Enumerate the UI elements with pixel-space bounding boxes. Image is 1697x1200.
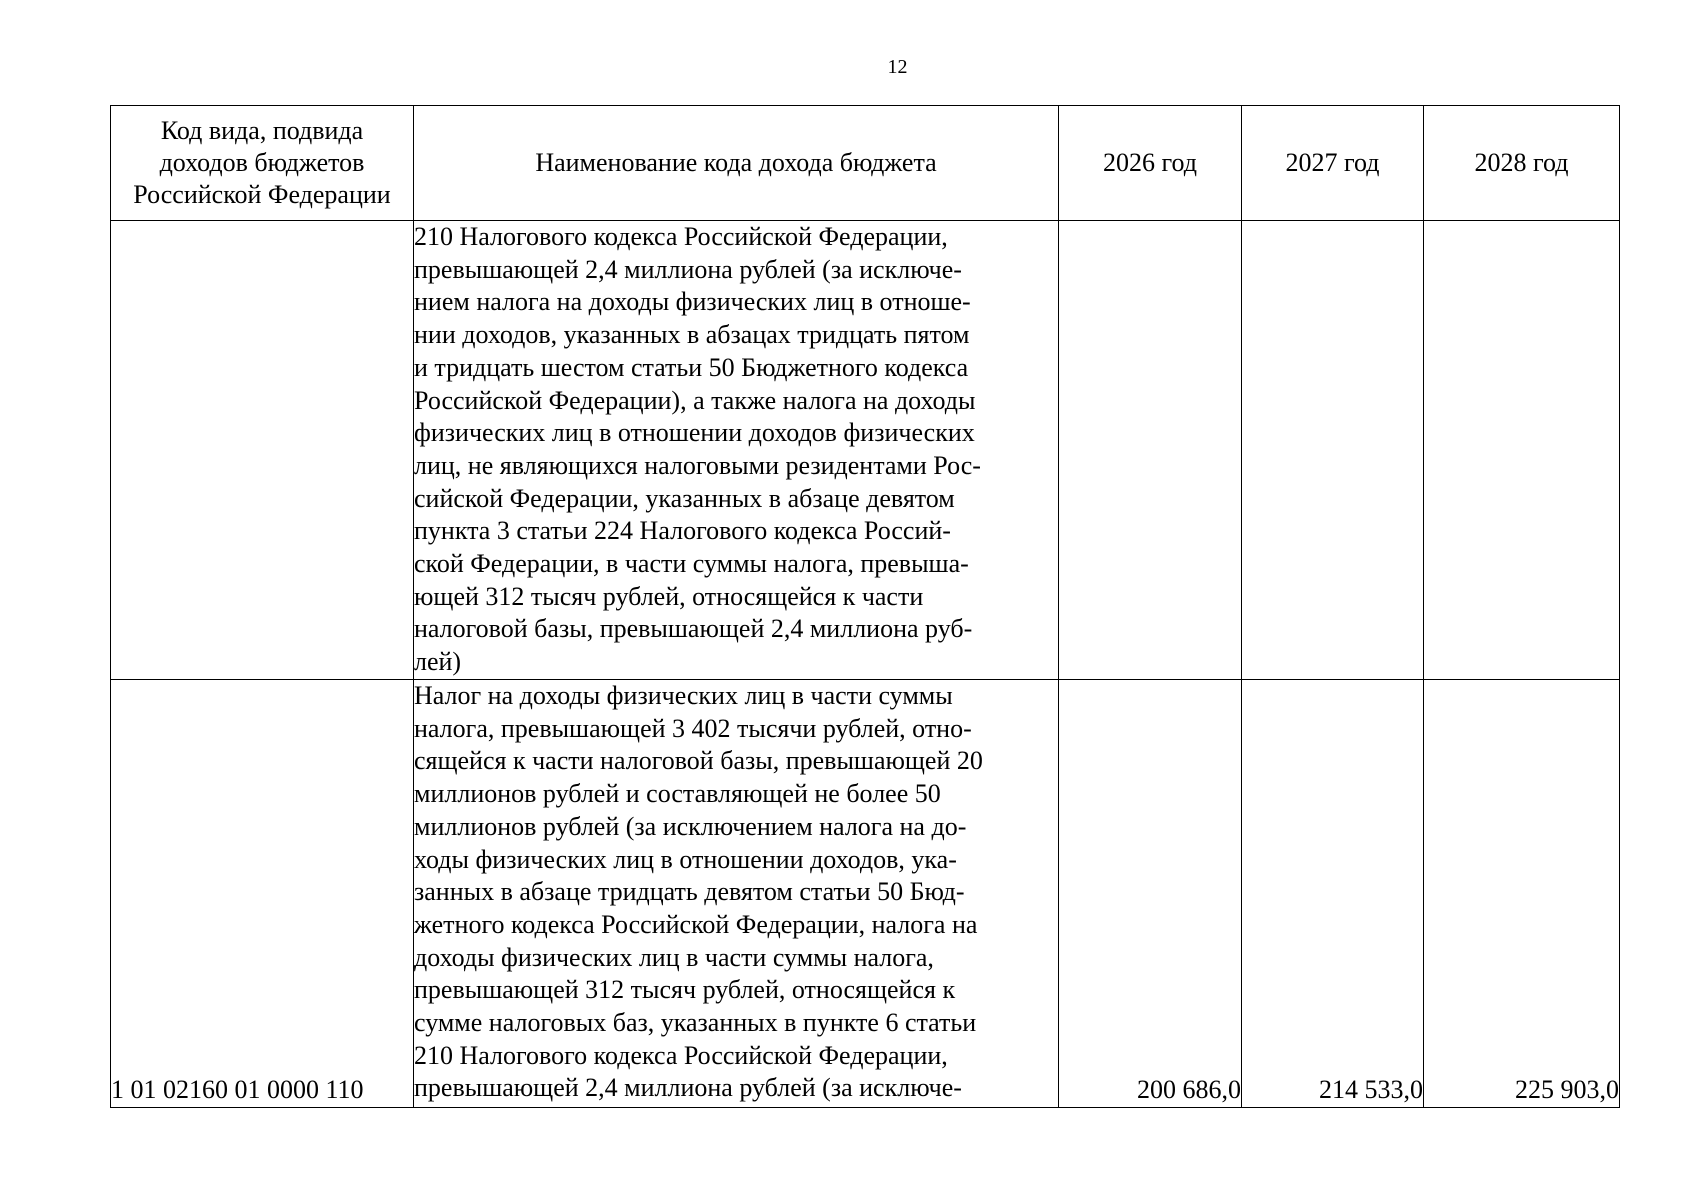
header-code-line: Код вида, подвида	[160, 116, 364, 145]
name-line: нии доходов, указанных в абзацах тридцать пятом	[414, 320, 970, 350]
value-2026-cell: 200 686,0	[1059, 680, 1242, 1108]
name-line: превышающей 2,4 миллиона рублей (за исключе-	[414, 1073, 962, 1103]
name-line: сящейся к части налоговой базы, превышающей 20	[414, 746, 983, 776]
name-line: сийской Федерации, указанных в абзаце девятом	[414, 483, 955, 513]
row-name-cell	[414, 680, 1059, 1108]
value-2027-cell	[1242, 221, 1424, 680]
name-line: ходы физических лиц в отношении доходов, ука-	[414, 844, 957, 874]
page-number: 12	[887, 56, 908, 78]
name-line: Налог на доходы физических лиц в части суммы	[414, 681, 953, 710]
header-code-line: Российской Федерации	[133, 180, 391, 209]
header-name: Наименование кода дохода бюджета	[414, 106, 1059, 221]
name-line: лиц, не являющихся налоговыми резидентами Рос-	[414, 450, 981, 480]
value-2028-cell	[1424, 221, 1620, 680]
header-code	[111, 106, 414, 221]
name-line: лей)	[414, 647, 462, 677]
name-line: миллионов рублей и составляющей не более 50	[414, 779, 941, 809]
value-2026-cell	[1059, 221, 1242, 680]
header-year-2027: 2027 год	[1242, 106, 1424, 221]
name-line: ской Федерации, в части суммы налога, превыша-	[414, 549, 969, 579]
budget-revenue-table	[110, 105, 1620, 1108]
table-row	[111, 221, 1620, 680]
name-line: жетного кодекса Российской Федерации, налога на	[414, 909, 978, 939]
name-line: ющей 312 тысяч рублей, относящейся к части	[414, 581, 924, 611]
header-code-line: доходов бюджетов	[159, 148, 365, 177]
name-line: и тридцать шестом статьи 50 Бюджетного кодекса	[414, 352, 969, 382]
name-line: физических лиц в отношении доходов физических	[414, 418, 975, 448]
name-line: превышающей 2,4 миллиона рублей (за исключе-	[414, 254, 962, 284]
name-line: 210 Налогового кодекса Российской Федерации,	[414, 1040, 948, 1070]
table-header-row	[111, 106, 1620, 221]
row-code-cell	[111, 221, 414, 680]
name-line: превышающей 312 тысяч рублей, относящейся к	[414, 975, 956, 1005]
name-line: занных в абзаце тридцать девятом статьи 50 Бюд-	[414, 877, 965, 907]
header-year-2028: 2028 год	[1424, 106, 1620, 221]
value-2027-cell: 214 533,0	[1242, 680, 1424, 1108]
value-2028-cell: 225 903,0	[1424, 680, 1620, 1108]
row-name-cell	[414, 221, 1059, 680]
name-line: доходы физических лиц в части суммы налога,	[414, 942, 934, 972]
name-line: нием налога на доходы физических лиц в отноше-	[414, 287, 971, 317]
name-line: 210 Налогового кодекса Российской Федерации,	[414, 222, 948, 251]
name-line: налога, превышающей 3 402 тысячи рублей, отно-	[414, 713, 972, 743]
header-year-2026: 2026 год	[1059, 106, 1242, 221]
name-line: Российской Федерации), а также налога на доходы	[414, 385, 976, 415]
row-code-cell: 1 01 02160 01 0000 110	[111, 680, 414, 1108]
table-row	[111, 680, 1620, 1108]
name-line: налоговой базы, превышающей 2,4 миллиона руб-	[414, 614, 973, 644]
name-line: миллионов рублей (за исключением налога на до-	[414, 811, 967, 841]
name-line: пункта 3 статьи 224 Налогового кодекса Россий-	[414, 516, 951, 546]
name-line: сумме налоговых баз, указанных в пункте 6 статьи	[414, 1008, 977, 1038]
